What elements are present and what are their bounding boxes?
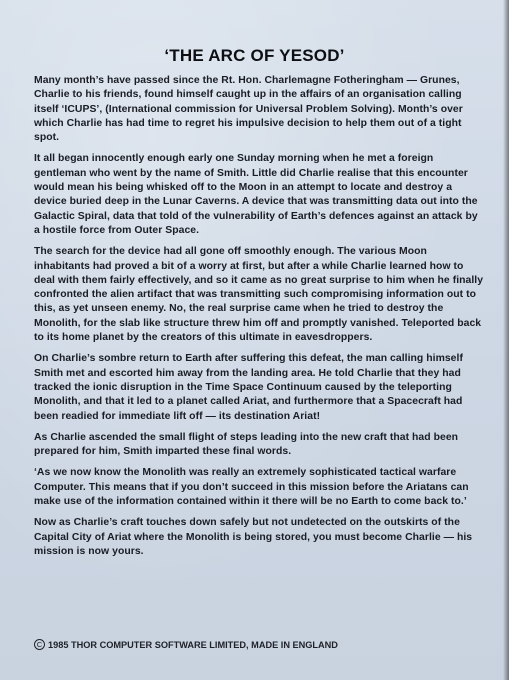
page-edge-shadow (503, 0, 509, 680)
story-paragraph-4: On Charlie’s sombre return to Earth after suffering this defeat, the man calling himself Smith met and escorted him away from the landing area. He told Charlie that they had tracked the ionic disruption in the Time Space Continuum caused by the teleporting Monolith, and that it led to a planet called Ariat, and furthermore that a Spacecraft had been readied for immediate lift off — its destination Ariat! (34, 353, 463, 422)
story-paragraph-2: It all began innocently enough early one Sunday morning when he met a foreign gentleman who went by the name of Smith. Little did Charlie realise that this encounter would mean his being whisked off to the Moon in an attempt to locate and destroy a device buried deep in the Lunar Caverns. A device that was transmitting data out into the Galactic Spiral, data that told of the vulnerability of Earth’s defences against an attack by a hostile force from Outer Space. (34, 153, 478, 236)
story-paragraph-6: ‘As we now know the Monolith was really an extremely sophisticated tactical warfare Computer. This means that if you don’t succeed in this mission before the Ariatans can make use of the information contained within it there will be no Earth to come back to.’ (34, 467, 469, 508)
story-paragraph-3: The search for the device had all gone off smoothly enough. The various Moon inhabitants had proved a bit of a worry at first, but after a while Charlie learned how to deal with them fairly effectively, and so it came as no great surprise to him when he finally confronted the alien artifact that was transmitting such compromising information out to this, as yet unseen enemy. No, the real surprise came when he tried to destroy the Monolith, for the slab like structure threw him off and promptly vanished. Teleported back to its home planet by the creators of this ultimate in eavesdroppers. (34, 246, 484, 344)
copyright-footer (34, 639, 338, 650)
story-paragraph-5: As Charlie ascended the small flight of steps leading into the new craft that had been prepared for him, Smith imparted these final words. (34, 431, 459, 458)
copyright-text: 1985 THOR COMPUTER SOFTWARE LIMITED, MADE IN ENGLAND (48, 639, 338, 650)
copyright-icon: C (34, 639, 45, 650)
story-paragraph-1: Many month’s have passed since the Rt. Hon. Charlemagne Fotheringham — Grunes, Charlie to his friends, found himself caught up in the affairs of an organisation calling itself ‘ICUPS’, (International commission for Universal Problem Solving). Month’s over which Charlie has had time to regret his impulsive decision to help them out of a tight spot. (34, 75, 463, 144)
page-title: ‘THE ARC OF YESOD’ (164, 46, 345, 65)
story-text (34, 74, 484, 566)
story-paragraph-7: Now as Charlie’s craft touches down safely but not undetected on the outskirts of the Capital City of Ariat where the Monolith is being stored, you must become Charlie — his mission is now yours. (34, 517, 473, 557)
